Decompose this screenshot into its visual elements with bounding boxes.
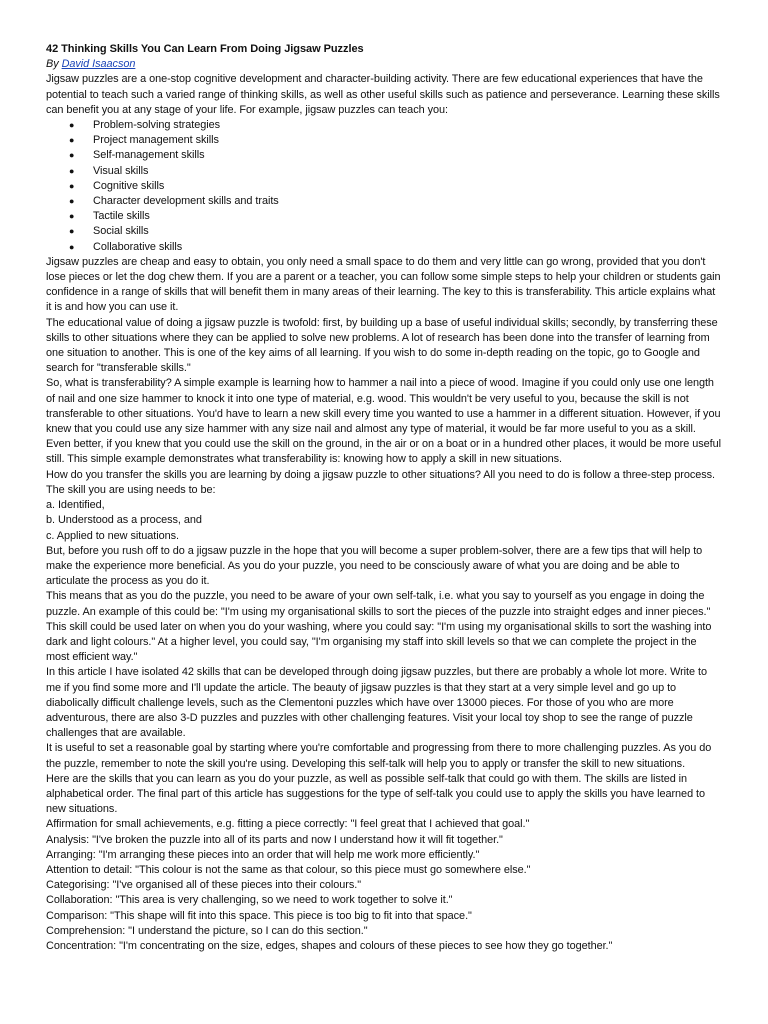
bullet-item bbox=[46, 209, 722, 224]
bullet-text: Social skills bbox=[93, 225, 149, 238]
bullet-icon: ● bbox=[69, 165, 75, 176]
bullet-text: Collaborative skills bbox=[93, 240, 183, 253]
bullet-text: Cognitive skills bbox=[93, 179, 165, 192]
bullet-item bbox=[46, 194, 722, 209]
body-paragraph: This means that as you do the puzzle, you need to be aware of your own self-talk, i.e. what you say to yourself as you engage in doing the puzzle. An example of this could be: "I'm using my organisational skills to sort the pieces of the puzzle into straight edges and inner pieces." This skill could be used later on when you do your washing, where you could say: "I'm using my organisational skills to sort the washing into dark and light colours." At a higher level, you could say, "I'm organising my staff into skill levels so that we can complete the project in the most efficient way." bbox=[46, 590, 712, 664]
bullet-item bbox=[46, 118, 722, 133]
body-paragraph: a. Identified, bbox=[46, 499, 105, 512]
body-paragraph: How do you transfer the skills you are learning by doing a jigsaw puzzle to other situations? All you need to do is follow a three-step process. The skill you are using needs to be: bbox=[46, 468, 715, 496]
bullet-item bbox=[46, 224, 722, 239]
author-link[interactable]: David Isaacson bbox=[61, 58, 136, 71]
bullet-item bbox=[46, 179, 722, 194]
bullet-item bbox=[46, 148, 722, 163]
body-paragraph: Comprehension: "I understand the picture, so I can do this section." bbox=[46, 924, 368, 937]
body-paragraph: Arranging: "I'm arranging these pieces into an order that will help me work more efficiently." bbox=[46, 848, 480, 861]
intro-paragraph: Jigsaw puzzles are a one-stop cognitive development and character-building activity. There are few educational experiences that have the potential to teach such a varied range of thinking skills, as well as other useful skills such as patience and perseverance. Learning these skills can benefit you at any stage of your life. For example, jigsaw puzzles can teach you: bbox=[46, 73, 720, 116]
bullet-text: Self-management skills bbox=[93, 149, 205, 162]
body-paragraph: Affirmation for small achievements, e.g. fitting a piece correctly: "I feel great that I achieved that goal." bbox=[46, 818, 530, 831]
bullet-text: Project management skills bbox=[93, 134, 219, 147]
body-paragraph: But, before you rush off to do a jigsaw puzzle in the hope that you will become a super problem-solver, there are a few tips that will help to make the experience more beneficial. As you do your puzzle, you need to be consciously aware of what you are doing and be able to articulate the process as you do it. bbox=[46, 544, 703, 588]
body-paragraph: Concentration: "I'm concentrating on the size, edges, shapes and colours of these pieces to see how they go together." bbox=[46, 939, 613, 952]
byline bbox=[46, 57, 722, 72]
bullet-icon: ● bbox=[69, 226, 75, 237]
skills-bullet-list bbox=[46, 118, 722, 255]
document-page bbox=[46, 42, 722, 954]
bullet-text: Character development skills and traits bbox=[93, 195, 279, 208]
bullet-item bbox=[46, 133, 722, 148]
bullet-text: Tactile skills bbox=[93, 210, 150, 223]
body-paragraph: Collaboration: "This area is very challenging, so we need to work together to solve it." bbox=[46, 894, 453, 907]
bullet-icon: ● bbox=[69, 196, 75, 207]
bullet-icon: ● bbox=[69, 120, 75, 131]
bullet-icon: ● bbox=[69, 180, 75, 191]
body-paragraph: In this article I have isolated 42 skills that can be developed through doing jigsaw puzzles, but there are probably a whole lot more. Write to me if you find some more and I'll update the article. The beauty of jigsaw puzzles is that they start at a very simple level and go up to diabolically difficult challenge levels, such as the Clementoni puzzles which have over 13000 pieces. For those of you who are more adventurous, there are also 3-D puzzles and puzzles with other challenging features. Visit your local toy shop to see the range of puzzle challenges that are available. bbox=[46, 666, 707, 740]
body-paragraph: Analysis: "I've broken the puzzle into all of its parts and now I understand how it will fit together." bbox=[46, 833, 503, 846]
bullet-icon: ● bbox=[69, 135, 75, 146]
bullet-icon: ● bbox=[69, 211, 75, 222]
body-paragraph: Comparison: "This shape will fit into this space. This piece is too big to fit into that space." bbox=[46, 909, 472, 922]
body-paragraph: Here are the skills that you can learn as you do your puzzle, as well as possible self-talk that could go with them. The skills are listed in alphabetical order. The final part of this article has suggestions for the type of self-talk you could use to apply the skills you have learned to new situations. bbox=[46, 772, 706, 816]
bullet-text: Problem-solving strategies bbox=[93, 119, 221, 132]
body-paragraph: So, what is transferability? A simple example is learning how to hammer a nail into a piece of wood. Imagine if you could only use one length of nail and one size hammer to knock it into one type of material, e.g. wood. This wouldn't be very useful to you, because the skill is not transferable to other situations. You'd have to learn a new skill every time you wanted to use a hammer in a different situation. However, if you knew that you could use any size hammer with any size nail and almost any type of material, it would be far more useful to you as a skill. Even better, if you knew that you could use the skill on the ground, in the air or on a boat or in a hundred other places, it would be more useful still. This simple example demonstrates what transferability is: knowing how to apply a skill in new situations. bbox=[46, 377, 721, 466]
bullet-item bbox=[46, 164, 722, 179]
body-paragraph: The educational value of doing a jigsaw puzzle is twofold: first, by building up a base of useful individual skills; secondly, by transferring these skills to other situations where they can be applied to solve new problems. A lot of research has been done into the transfer of learning from one situation to another. This is one of the key aims of all learning. If you wish to do some in-depth reading on the topic, go to Google and search for "transferable skills." bbox=[46, 316, 718, 375]
body-paragraph: Categorising: "I've organised all of these pieces into their colours." bbox=[46, 879, 362, 892]
bullet-icon: ● bbox=[69, 150, 75, 161]
byline-prefix: By bbox=[46, 58, 62, 71]
document-title: 42 Thinking Skills You Can Learn From Doing Jigsaw Puzzles bbox=[46, 43, 364, 55]
body-paragraph: c. Applied to new situations. bbox=[46, 529, 179, 542]
bullet-text: Visual skills bbox=[93, 164, 149, 177]
body-paragraph: Jigsaw puzzles are cheap and easy to obtain, you only need a small space to do them and very little can go wrong, provided that you don't lose pieces or let the dog chew them. If you are a parent or a teacher, you can follow some simple steps to help your children or students gain confidence in a range of skills that will benefit them in many areas of their learning. The key to this is transferability. This article explains what it is and how you can use it. bbox=[46, 255, 721, 314]
bullet-item bbox=[46, 240, 722, 255]
body-paragraph: It is useful to set a reasonable goal by starting where you're comfortable and progressing from there to more challenging puzzles. As you do the puzzle, remember to note the skill you're using. Developing this self-talk will help you to apply or transfer the skill to new situations. bbox=[46, 742, 712, 770]
body-paragraph: b. Understood as a process, and bbox=[46, 514, 202, 527]
bullet-icon: ● bbox=[69, 241, 75, 252]
body-paragraph: Attention to detail: "This colour is not the same as that colour, so this piece must go somewhere else." bbox=[46, 863, 531, 876]
article-body bbox=[46, 255, 722, 954]
intro-section bbox=[46, 72, 722, 118]
